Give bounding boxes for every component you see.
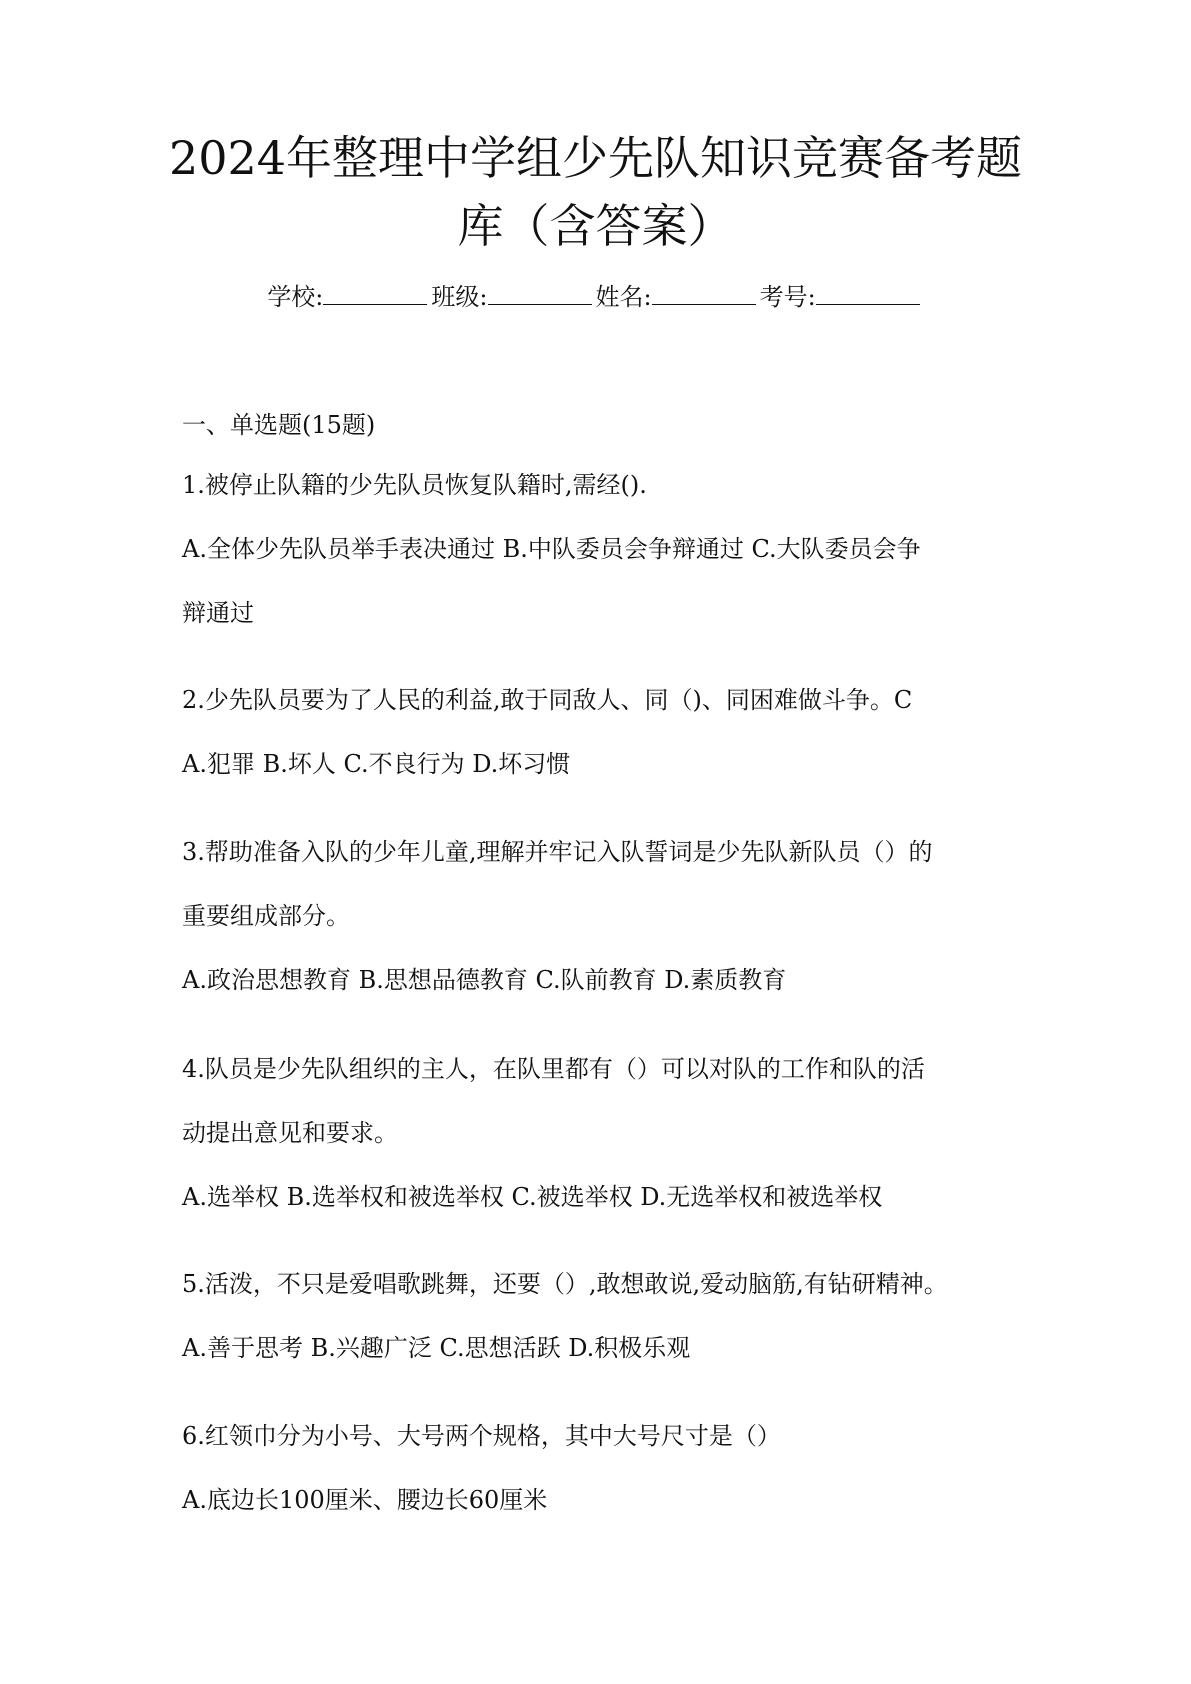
question-2-stem: 2.少先队员要为了人民的利益,敢于同敌人、同（)、同困难做斗争。C <box>182 686 913 714</box>
question-4-stem-line-2: 动提出意见和要求。 <box>182 1119 398 1147</box>
question-5 <box>182 1252 1022 1380</box>
question-3-options: A.政治思想教育 B.思想品德教育 C.队前教育 D.素质教育 <box>182 966 787 994</box>
question-2-options: A.犯罪 B.坏人 C.不良行为 D.坏习惯 <box>182 750 571 778</box>
student-info-line <box>0 280 1191 314</box>
question-6-options: A.底边长100厘米、腰边长60厘米 <box>182 1486 548 1514</box>
question-1-options-line-1: A.全体少先队员举手表决通过 B.中队委员会争辩通过 C.大队委员会争 <box>182 535 921 563</box>
document-title <box>150 124 1041 260</box>
school-label: 学校: <box>267 283 324 311</box>
class-label: 班级: <box>431 283 488 311</box>
section-heading <box>182 393 1022 457</box>
question-3 <box>182 820 1022 1012</box>
school-blank[interactable] <box>323 280 427 305</box>
question-6-stem: 6.红领巾分为小号、大号两个规格，其中大号尺寸是（） <box>182 1422 781 1450</box>
question-1 <box>182 453 1022 645</box>
class-blank[interactable] <box>488 280 592 305</box>
question-3-stem-line-1: 3.帮助准备入队的少年儿童,理解并牢记入队誓词是少先队新队员（）的 <box>182 838 933 866</box>
question-5-options: A.善于思考 B.兴趣广泛 C.思想活跃 D.积极乐观 <box>182 1334 691 1362</box>
title-line-2: 库（含答案） <box>457 199 734 253</box>
question-4-stem-line-1: 4.队员是少先队组织的主人，在队里都有（）可以对队的工作和队的活 <box>182 1055 925 1083</box>
question-3-stem-line-2: 重要组成部分。 <box>182 902 350 930</box>
name-blank[interactable] <box>652 280 756 305</box>
exam-number-label: 考号: <box>759 283 816 311</box>
question-2 <box>182 668 1022 796</box>
question-4 <box>182 1037 1022 1229</box>
title-line-1: 2024年整理中学组少先队知识竞赛备考题 <box>168 131 1023 185</box>
section-heading-text: 一、单选题(15题) <box>182 411 376 439</box>
question-4-options: A.选举权 B.选举权和被选举权 C.被选举权 D.无选举权和被选举权 <box>182 1183 883 1211</box>
question-1-stem: 1.被停止队籍的少先队员恢复队籍时,需经(). <box>182 471 647 499</box>
question-6 <box>182 1404 1022 1532</box>
exam-number-blank[interactable] <box>816 280 920 305</box>
question-1-options-line-2: 辩通过 <box>182 599 254 627</box>
question-5-stem: 5.活泼，不只是爱唱歌跳舞，还要（）,敢想敢说,爱动脑筋,有钻研精神。 <box>182 1270 948 1298</box>
name-label: 姓名: <box>595 283 652 311</box>
